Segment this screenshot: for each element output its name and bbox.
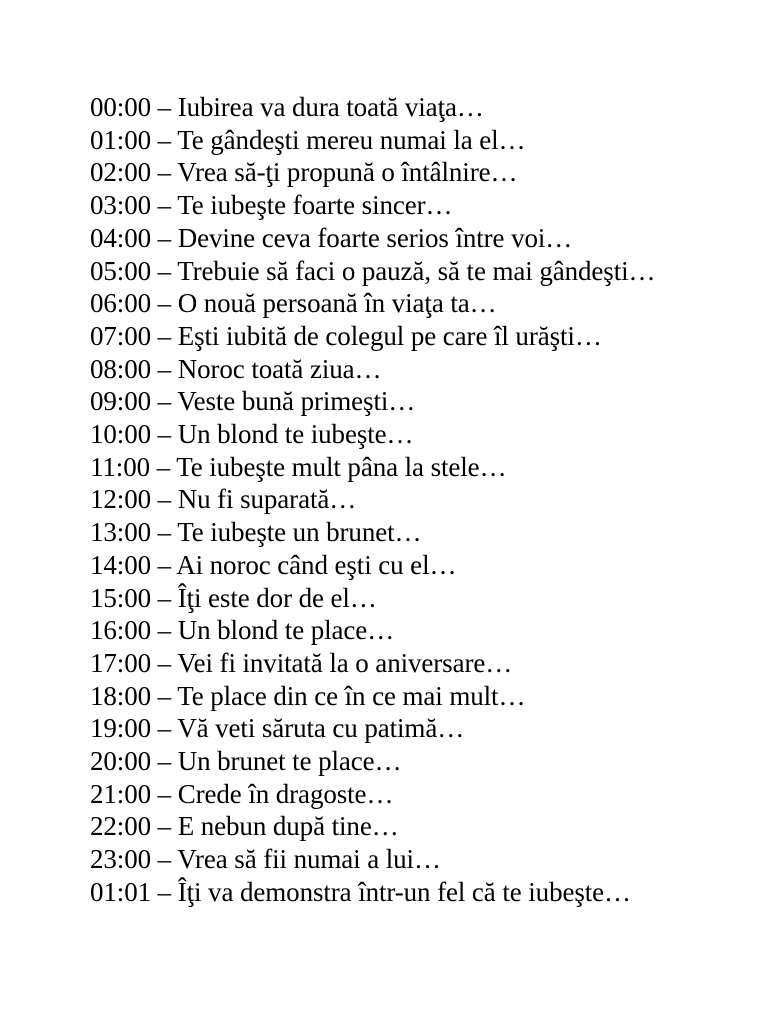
- list-item: 08:00 – Noroc toată ziua…: [90, 353, 382, 384]
- list-item: 07:00 – Eşti iubită de colegul pe care îl urăşti…: [90, 320, 602, 351]
- list-item: 05:00 – Trebuie să faci o pauză, să te mai gândeşti…: [90, 255, 656, 286]
- list-item: 09:00 – Veste bună primeşti…: [90, 386, 416, 417]
- list-item: 01:01 – Îţi va demonstra într-un fel că te iubeşte…: [90, 876, 631, 907]
- list-item: 11:00 – Te iubeşte mult pâna la stele…: [90, 451, 507, 482]
- list-item: 15:00 – Îţi este dor de el…: [90, 582, 377, 613]
- list-item: 17:00 – Vei fi invitată la o aniversare…: [90, 647, 513, 678]
- list-item: 06:00 – O nouă persoană în viaţa ta…: [90, 288, 497, 319]
- list-item: 19:00 – Vă veti săruta cu patimă…: [90, 713, 465, 744]
- list-item: 14:00 – Ai noroc când eşti cu el…: [90, 549, 457, 580]
- list-item: 01:00 – Te gândeşti mereu numai la el…: [90, 124, 526, 155]
- list-item: 22:00 – E nebun după tine…: [90, 811, 399, 842]
- list-item: 21:00 – Crede în dragoste…: [90, 778, 394, 809]
- list-item: 04:00 – Devine ceva foarte serios între voi…: [90, 222, 573, 253]
- list-item: 16:00 – Un blond te place…: [90, 615, 395, 646]
- list-item: 03:00 – Te iubeşte foarte sincer…: [90, 190, 453, 221]
- list-item: 00:00 – Iubirea va dura toată viaţa…: [90, 92, 484, 122]
- list-item: 23:00 – Vrea să fii numai a lui…: [90, 844, 441, 875]
- list-item: 18:00 – Te place din ce în ce mai mult…: [90, 680, 526, 711]
- list-item: 10:00 – Un blond te iubeşte…: [90, 419, 414, 450]
- hour-meaning-list: [90, 91, 655, 909]
- list-item: 13:00 – Te iubeşte un brunet…: [90, 517, 422, 548]
- list-item: 12:00 – Nu fi suparată…: [90, 484, 357, 515]
- list-item: 02:00 – Vrea să-ţi propună o întâlnire…: [90, 157, 518, 188]
- list-item: 20:00 – Un brunet te place…: [90, 746, 402, 777]
